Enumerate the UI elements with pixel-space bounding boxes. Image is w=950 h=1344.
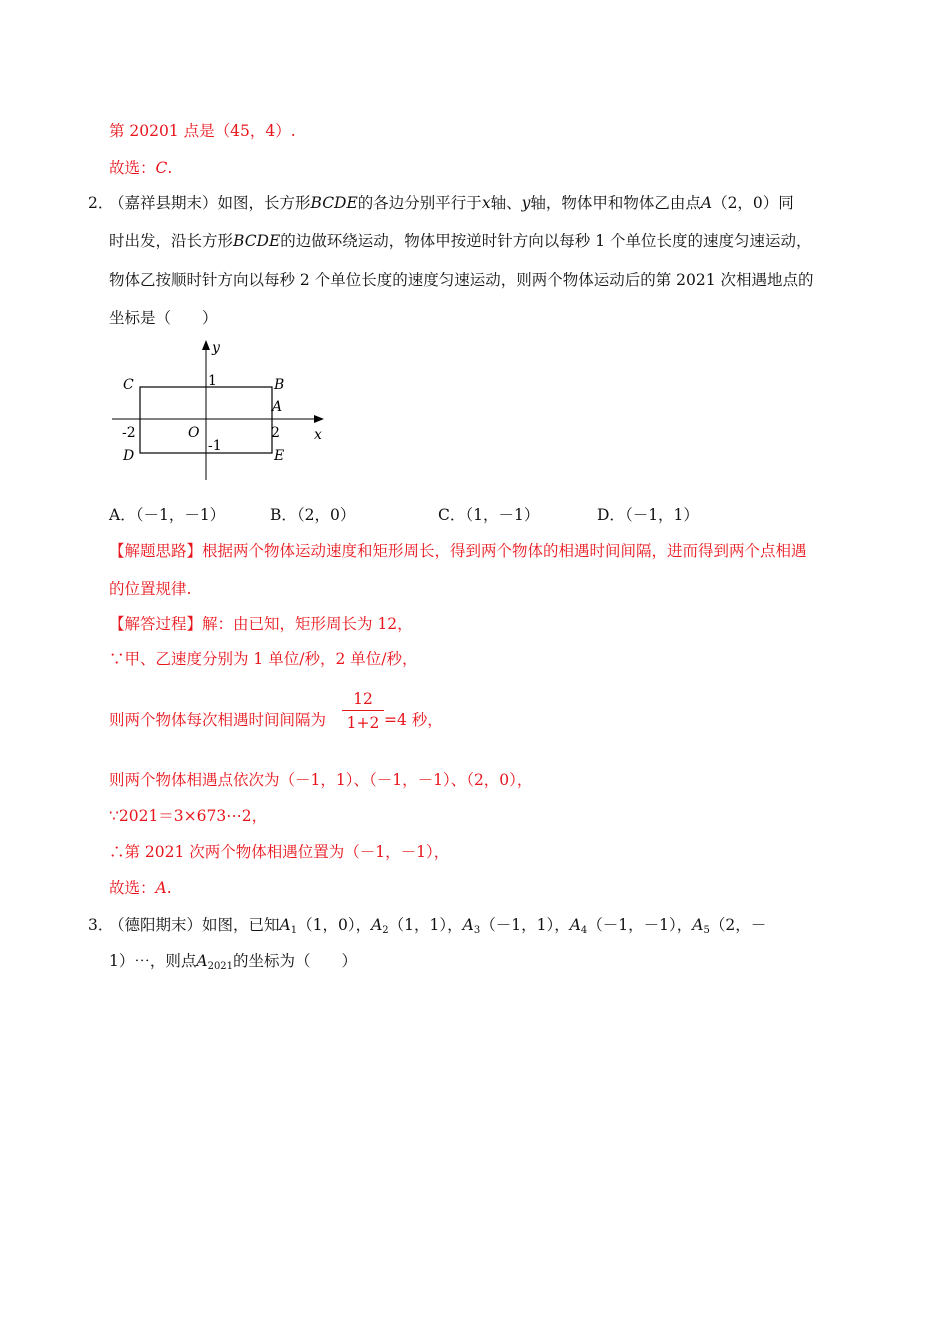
prev-answer-line: 第 20201 点是（45，4）. [109,122,296,140]
option-c: C．（1，－1） [438,506,540,524]
q2-stem-line-4: 坐标是（ ） [109,309,218,327]
label-neg-two: -2 [122,425,136,441]
option-a: A．（－1，－1） [109,506,226,524]
solution-process-line-2: ∵甲、乙速度分别为 1 单位/秒，2 单位/秒， [109,650,418,668]
coordinate-figure [112,338,332,488]
q2-stem-line-3: 物体乙按顺时针方向以每秒 2 个单位长度的速度匀速运动，则两个物体运动后的第 2021 次相遇地点的 [109,271,814,289]
label-x: x [314,427,322,443]
solution-idea-line-1: 【解题思路】根据两个物体运动速度和矩形周长，得到两个物体的相遇时间间隔，进而得到两个点相遇 [109,542,807,560]
question-number-3: 3． [88,916,114,934]
y-axis-arrow [202,340,210,350]
label-E: E [274,448,285,464]
label-D: D [123,448,135,464]
label-one: 1 [208,373,217,389]
q2-stem-line-2: 时出发，沿长方形BCDE的边做环绕运动，物体甲按逆时针方向以每秒 1 个单位长度的速度匀速运动， [109,232,812,250]
option-d: D．（－1，1） [597,506,699,524]
interval-fraction: $\frac{12}{1+2}$ [342,690,384,732]
solution-idea-line-2: 的位置规律. [109,580,192,598]
prev-choice-line: 故选：C. [109,159,173,177]
x-axis-arrow [314,415,324,423]
label-two: 2 [271,425,280,441]
q3-stem-line-2: 1）⋯，则点$A_{2021}$的坐标为（ ） [109,952,358,972]
label-O: O [188,425,200,441]
solution-process-line-6: ∴第 2021 次两个物体相遇位置为（－1，－1）， [109,843,450,861]
solution-process-line-3-suffix: =4 秒， [384,711,443,729]
label-B: B [274,377,285,393]
q2-stem-line-1: （嘉祥县期末）如图，长方形BCDE的各边分别平行于x轴、y轴，物体甲和物体乙由点A（2，0）同 [109,194,794,212]
label-neg-one: -1 [208,438,222,454]
label-C: C [123,377,134,393]
q3-stem-line-1: （德阳期末）如图，已知$A_1(1$，0），$A_2(1$，1），$A_3(-1$，1），$A_4(-1$，－1），$A_5(2$，－ [109,916,767,936]
label-A: A [272,399,283,415]
label-y: y [212,340,220,356]
question-number-2: 2． [88,194,114,212]
solution-answer-line: 故选：A. [109,879,172,897]
option-b: B．（2，0） [270,506,356,524]
solution-process-line-5: ∵2021＝3×673⋯2， [109,807,268,825]
solution-process-line-3: 则两个物体每次相遇时间间隔为 [109,711,327,729]
solution-process-line-1: 【解答过程】解：由已知，矩形周长为 12， [109,615,413,633]
solution-process-line-4: 则两个物体相遇点依次为（－1，1）、（－1，－1）、（2，0）， [109,771,533,789]
